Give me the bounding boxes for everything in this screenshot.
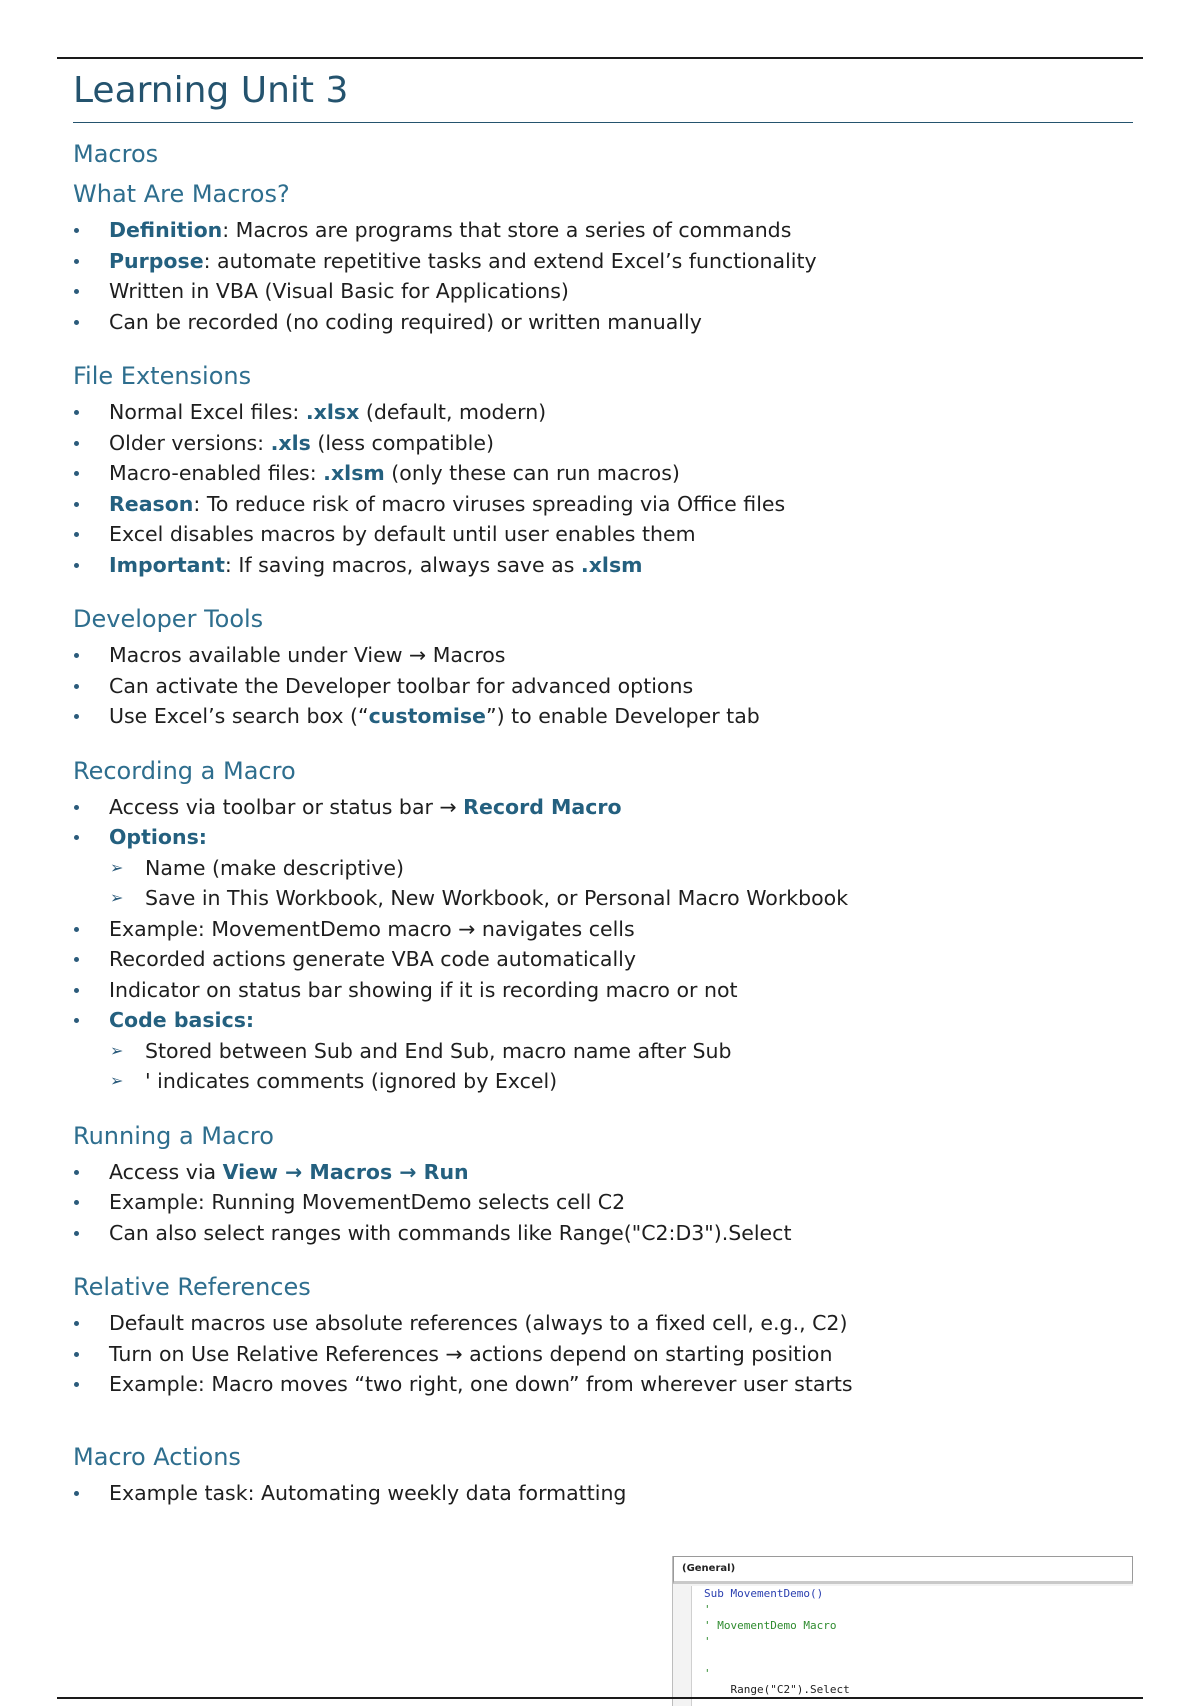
code-line: ' [704,1603,711,1616]
highlight-text: Record Macro [463,794,622,819]
list-item [73,550,1133,581]
list-item [73,1478,1133,1509]
text: : Macros are programs that store a series of commands [222,218,792,242]
code-window-header: (General) [673,1556,1133,1584]
sub-list-item [73,853,1133,884]
section-heading: Developer Tools [73,605,264,633]
text: Example: Macro moves “two right, one down” from wherever user starts [109,1372,853,1396]
list-item [73,1187,1133,1218]
list-item [73,1339,1133,1370]
text: Indicator on status bar showing if it is recording macro or not [109,977,738,1002]
list-item [73,397,1133,428]
highlight-text: View → Macros → Run [222,1159,469,1184]
arrow-bullet-icon: ➢ [110,857,124,877]
code-line: Sub MovementDemo() [704,1587,824,1600]
section-heading: What Are Macros? [73,180,290,208]
list-item [73,1005,1133,1036]
bullet-list [73,1157,1133,1249]
highlight-text: Purpose [109,248,204,273]
section-heading: Recording a Macro [73,756,296,785]
section-heading: File Extensions [73,362,252,390]
section [73,1440,1133,1509]
text: Example task: Automating weekly data formatting [109,1480,627,1505]
text: Can also select ranges with commands like Range("C2:D3").Select [109,1220,792,1245]
text: ' indicates comments (ignored by Excel) [145,1069,558,1093]
bullet-list [73,1308,1133,1400]
code-window-body [691,1586,1133,1706]
bullet-list [73,215,1133,337]
highlight-text: .xlsx [305,400,360,424]
section [73,177,1133,337]
text: Excel disables macros by default until user enables them [109,522,696,546]
list-item [73,1308,1133,1339]
section-heading: Running a Macro [73,1121,274,1150]
list-item [73,822,1133,853]
text: (less compatible) [310,430,494,455]
bullet-list [73,792,1133,1097]
top-rule [57,57,1143,59]
text: Normal Excel files: [109,400,306,424]
page-title: Learning Unit 3 [73,66,1133,123]
code-line: ' MovementDemo Macro [704,1619,837,1632]
text: Stored between Sub and End Sub, macro name after Sub [145,1038,732,1063]
text: Save in This Workbook, New Workbook, or Personal Macro Workbook [145,886,849,910]
highlight-text: Reason [109,491,194,516]
list-item [73,1157,1133,1188]
code-line: ' [704,1635,711,1648]
text: Macro-enabled files: [109,461,324,485]
text: Can activate the Developer toolbar for advanced options [109,673,694,698]
vba-code-screenshot [672,1556,1133,1706]
section [73,754,1133,1097]
text: Example: Running MovementDemo selects cell C2 [109,1190,626,1214]
document-body [73,66,1133,1508]
sub-list-item [73,883,1133,914]
highlight-text: .xls [270,430,311,455]
list-item [73,792,1133,823]
list-item [73,1369,1133,1400]
text: : To reduce risk of macro viruses spreading via Office files [193,491,786,516]
bottom-rule [57,1697,1143,1699]
code-line: Range("C2").Select [704,1683,850,1696]
list-item [73,671,1133,702]
text: Access via [109,1159,223,1184]
list-item [73,458,1133,489]
arrow-bullet-icon: ➢ [110,1040,124,1060]
sub-list-item [73,1036,1133,1067]
text: Use Excel’s search box (“ [109,704,369,728]
highlight-text: .xlsm [323,461,385,485]
list-item [73,975,1133,1006]
highlight-text: Important [109,552,225,577]
text: Can be recorded (no coding required) or written manually [109,309,702,334]
list-item [73,1218,1133,1249]
list-item [73,489,1133,520]
text: (only these can run macros) [384,461,680,485]
list-item [73,428,1133,459]
highlight-text: Code basics: [109,1008,255,1032]
unit-subtitle: Macros [73,140,159,168]
list-item [73,701,1133,732]
section [73,1119,1133,1249]
text: Written in VBA (Visual Basic for Applications) [109,279,569,303]
list-item [73,246,1133,277]
bullet-list [73,397,1133,580]
list-item [73,519,1133,550]
list-item [73,640,1133,671]
highlight-text: .xlsm [580,552,643,577]
highlight-text: Options: [109,825,208,849]
section-heading: Macro Actions [73,1442,241,1471]
section-heading: Relative References [73,1273,311,1301]
text: : If saving macros, always save as [224,552,581,577]
list-item [73,914,1133,945]
section [73,359,1133,580]
text: (default, modern) [359,400,547,424]
bullet-list [73,1478,1133,1509]
code-line: ' [704,1667,711,1680]
highlight-text: customise [368,704,486,728]
text: Recorded actions generate VBA code automatically [109,947,636,971]
list-item [73,215,1133,246]
highlight-text: Definition [109,218,223,242]
section [73,602,1133,732]
list-item [73,307,1133,338]
sub-list-item [73,1066,1133,1097]
text: Macros available under View → Macros [109,643,506,667]
text: Name (make descriptive) [145,855,404,880]
text: Older versions: [109,430,271,455]
text: Example: MovementDemo macro → navigates cells [109,916,635,941]
arrow-bullet-icon: ➢ [110,1071,124,1090]
arrow-bullet-icon: ➢ [110,888,124,907]
bullet-list [73,640,1133,732]
text: ”) to enable Developer tab [485,704,760,728]
sections-container [73,177,1133,1508]
list-item [73,944,1133,975]
text: Turn on Use Relative References → actions depend on starting position [109,1341,833,1366]
section [73,1270,1133,1400]
list-item [73,276,1133,307]
code-line [692,1650,1133,1666]
text: Default macros use absolute references (always to a fixed cell, e.g., C2) [109,1311,848,1335]
text: : automate repetitive tasks and extend Excel’s functionality [203,248,817,273]
text: Access via toolbar or status bar → [109,794,464,819]
